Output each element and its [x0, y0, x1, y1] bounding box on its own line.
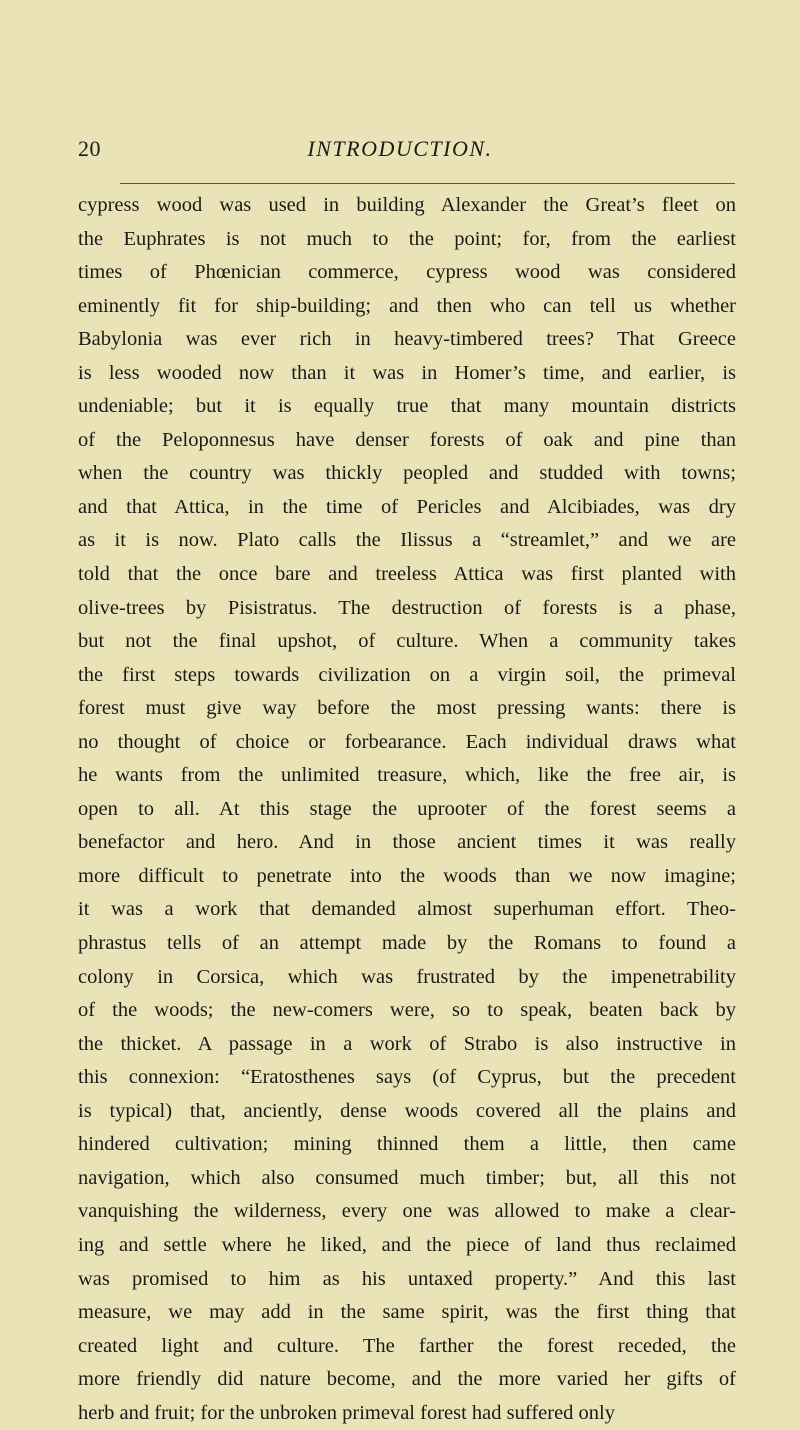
text-line: open to all. At this stage the uprooter of the forest seems a [78, 797, 736, 820]
text-line: Babylonia was ever rich in heavy-timbered trees? That Greece [78, 328, 736, 351]
running-head: INTRODUCTION. [307, 136, 493, 161]
text-line: measure, we may add in the same spirit, was the first thing that [78, 1301, 736, 1324]
text-line: is typical) that, anciently, dense woods covered all the plains and [78, 1099, 736, 1122]
text-line: the first steps towards civilization on a virgin soil, the primeval [78, 663, 736, 686]
text-line: cypress wood was used in building Alexander the Great’s fleet on [78, 194, 736, 216]
page-header [0, 136, 800, 176]
text-line: it was a work that demanded almost superhuman effort. Theo- [78, 898, 736, 921]
header-rule [120, 183, 735, 184]
text-line: created light and culture. The farther the forest receded, the [78, 1334, 736, 1357]
text-line: more difficult to penetrate into the woods than we now imagine; [78, 864, 736, 887]
text-line: but not the final upshot, of culture. When a community takes [78, 630, 736, 653]
text-line: more friendly did nature become, and the more varied her gifts of [78, 1368, 736, 1391]
text-line: forest must give way before the most pressing wants: there is [78, 697, 736, 720]
text-line: colony in Corsica, which was frustrated by the impenetrability [78, 965, 736, 988]
text-line: the Euphrates is not much to the point; for, from the earliest [78, 227, 736, 250]
text-line: eminently fit for ship-building; and then who can tell us whether [78, 294, 736, 317]
text-line: phrastus tells of an attempt made by the Romans to found a [78, 932, 736, 955]
text-line: benefactor and hero. And in those ancient times it was really [78, 831, 736, 854]
text-line: this connexion: “Eratosthenes says (of Cyprus, but the precedent [78, 1066, 736, 1089]
text-line: told that the once bare and treeless Attica was first planted with [78, 563, 736, 586]
text-line: and that Attica, in the time of Pericles and Alcibiades, was dry [78, 495, 736, 518]
text-line: of the Peloponnesus have denser forests of oak and pine than [78, 428, 736, 451]
text-line: he wants from the unlimited treasure, which, like the free air, is [78, 764, 736, 787]
text-line: was promised to him as his untaxed property.” And this last [78, 1267, 736, 1290]
page-number: 20 [78, 136, 101, 161]
text-line: ing and settle where he liked, and the piece of land thus reclaimed [78, 1233, 736, 1256]
body-text [78, 189, 736, 1430]
text-line: vanquishing the wilderness, every one was allowed to make a clear- [78, 1200, 736, 1223]
text-line: of the woods; the new-comers were, so to speak, beaten back by [78, 999, 736, 1022]
text-line: as it is now. Plato calls the Ilissus a “streamlet,” and we are [78, 529, 736, 552]
text-line: herb and fruit; for the unbroken primeval forest had suffered only [78, 1401, 616, 1424]
text-line: the thicket. A passage in a work of Strabo is also instructive in [78, 1032, 736, 1055]
text-line: when the country was thickly peopled and studded with towns; [78, 462, 736, 485]
text-line: times of Phœnician commerce, cypress wood was considered [78, 261, 736, 284]
text-line: undeniable; but it is equally true that many mountain districts [78, 395, 736, 418]
text-line: hindered cultivation; mining thinned them a little, then came [78, 1133, 736, 1156]
text-line: olive-trees by Pisistratus. The destruction of forests is a phase, [78, 596, 736, 619]
text-line: navigation, which also consumed much timber; but, all this not [78, 1166, 736, 1189]
text-line: is less wooded now than it was in Homer’s time, and earlier, is [78, 361, 736, 384]
text-line: no thought of choice or forbearance. Each individual draws what [78, 730, 736, 753]
